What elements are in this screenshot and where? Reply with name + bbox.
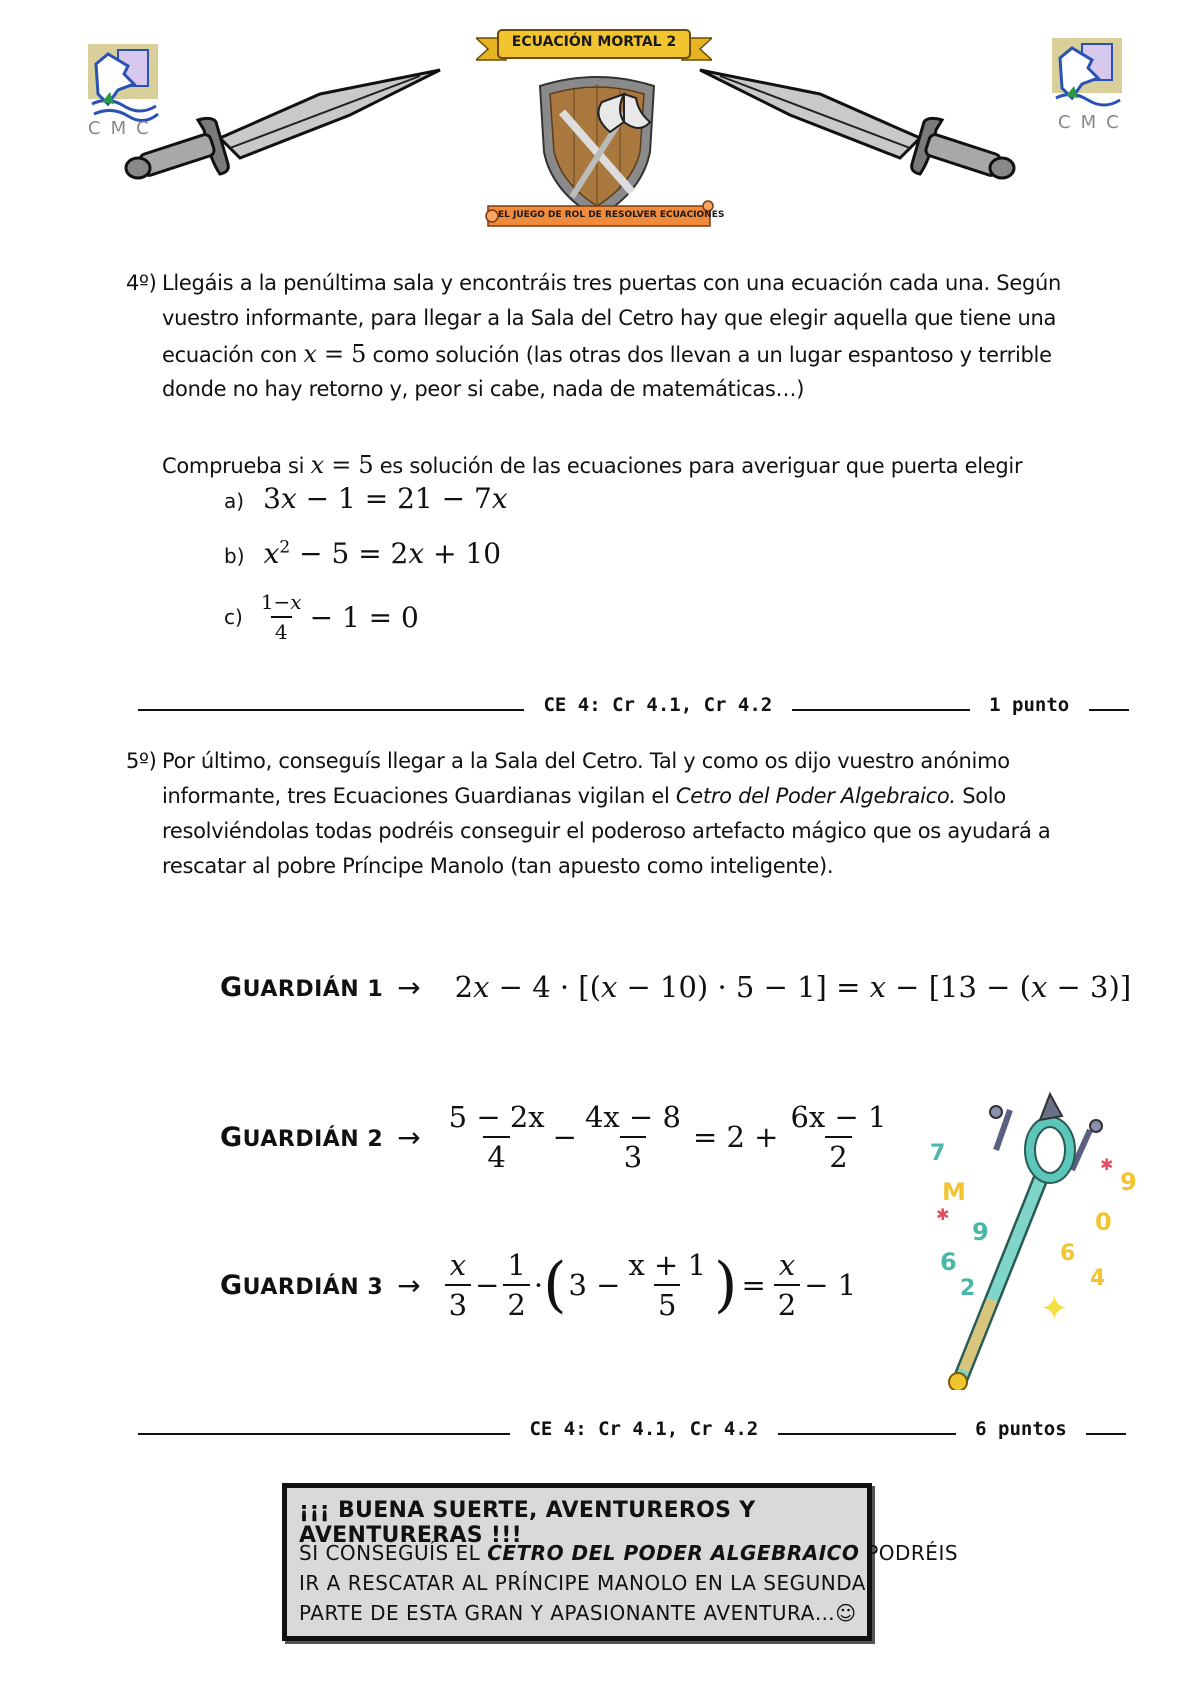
equation-item-b xyxy=(224,537,501,570)
guardian-3-equation: $\frac{x}{3}$ − $\frac{1}{2}$ · ( 3 − $\frac{x + 1}{5}$ ) = $\frac{x}{2}$ − 1 xyxy=(441,1248,857,1322)
good-luck-heading: ¡¡¡ BUENA SUERTE, AVENTUREROS Y AVENTURERAS !!! xyxy=(299,1498,756,1548)
exercise-5-line-3: resolviéndolas todas podréis conseguir el poderoso artefacto mágico que os ayudará a xyxy=(162,819,1051,843)
text-fragment: es solución de las ecuaciones para averiguar que puerta elegir xyxy=(379,454,1023,478)
guardian-1-row xyxy=(220,970,1131,1004)
blank-line xyxy=(138,1433,510,1435)
fraction-denominator: 4 xyxy=(271,616,292,644)
equation-item-c xyxy=(224,590,419,644)
banner-title-text: ECUACIÓN MORTAL 2 xyxy=(511,34,677,50)
exercise-4-line-2: vuestro informante, para llegar a la Sala del Cetro hay que elegir aquella que tiene una xyxy=(162,306,1057,330)
inline-math-x-equals-5: x = 5 xyxy=(310,451,374,479)
text-fragment: Solo xyxy=(962,784,1006,808)
guardian-label: GUARDIÁN 3 xyxy=(220,1269,384,1301)
exercise-4-line-3 xyxy=(162,337,1052,373)
scepter-icon xyxy=(900,1090,1160,1390)
svg-text:4: 4 xyxy=(1090,1266,1106,1291)
guardian-label: GUARDIÁN 2 xyxy=(220,1121,384,1153)
sword-icon xyxy=(690,60,1020,180)
svg-text:7: 7 xyxy=(930,1141,946,1166)
points-label: 1 punto xyxy=(989,694,1070,716)
svg-text:M: M xyxy=(942,1178,966,1206)
equation xyxy=(253,590,419,644)
blank-line xyxy=(778,1433,956,1435)
svg-text:6: 6 xyxy=(940,1248,957,1276)
equation: 3x − 1 = 21 − 7x xyxy=(263,482,508,515)
points-label: 6 puntos xyxy=(975,1418,1067,1440)
magic-scepter-illustration xyxy=(900,1090,1160,1394)
equation: $x^2 - 5 = 2x + 10$ xyxy=(263,537,502,570)
arrow-icon: → xyxy=(397,1268,421,1302)
fraction-numerator: 1−x xyxy=(260,590,302,614)
exercise-5-number: 5º) xyxy=(126,749,157,773)
exercise-4-instruction xyxy=(162,448,1022,484)
message-line-2: IR A RESCATAR AL PRÍNCIPE MANOLO EN LA SEGUNDA xyxy=(299,1571,866,1595)
exercise-5-line-4: rescatar al pobre Príncipe Manolo (tan apuesto como inteligente). xyxy=(162,854,834,878)
guardian-label: GUARDIÁN 1 xyxy=(220,971,384,1003)
sword-left-illustration xyxy=(120,60,450,184)
grade-blank[interactable] xyxy=(1089,709,1129,711)
inline-math-x-equals-5: x = 5 xyxy=(303,340,367,368)
svg-text:6: 6 xyxy=(1060,1241,1076,1266)
subtitle-scroll-text: EL JUEGO DE ROL DE RESOLVER ECUACIONES xyxy=(498,210,725,220)
exercise-5-line-2 xyxy=(162,779,1006,814)
svg-text:✱: ✱ xyxy=(1100,1155,1114,1174)
exercise-4-line-4: donde no hay retorno y, peor si cabe, nada de matemáticas…) xyxy=(162,377,805,401)
item-label: b) xyxy=(224,544,245,568)
message-line-1: SI CONSEGUÍS EL CETRO DEL PODER ALGEBRAICO PODRÉIS xyxy=(299,1541,959,1565)
text-fragment: ecuación con xyxy=(162,343,297,367)
guardian-2-equation: $\frac{5 - 2x}{4}$ − $\frac{4x - 8}{3}$ = 2 + $\frac{6x - 1}{2}$ xyxy=(448,1100,887,1174)
svg-text:✱: ✱ xyxy=(936,1205,950,1224)
exercise-4-number: 4º) xyxy=(126,271,157,295)
svg-text:2: 2 xyxy=(960,1276,976,1301)
equation-item-a xyxy=(224,482,508,515)
criteria-label: CE 4: Cr 4.1, Cr 4.2 xyxy=(529,1418,759,1440)
subtitle-scroll xyxy=(484,200,725,230)
guardian-1-equation: 2x − 4 · [(x − 10) · 5 − 1] = x − [13 − (x − 3)] xyxy=(454,970,1132,1004)
blank-line xyxy=(792,709,970,711)
text-fragment: Comprueba si xyxy=(162,454,305,478)
text-fragment: como solución (las otras dos llevan a un lugar espantoso y terrible xyxy=(372,343,1052,367)
grade-blank[interactable] xyxy=(1086,1433,1126,1435)
criteria-label: CE 4: Cr 4.1, Cr 4.2 xyxy=(543,694,773,716)
text-fragment: informante, tres Ecuaciones Guardianas vigilan el xyxy=(162,784,670,808)
exercise-5-line-1: Por último, conseguís llegar a la Sala del Cetro. Tal y como os dijo vuestro anónimo xyxy=(162,749,1010,773)
svg-text:0: 0 xyxy=(1095,1208,1112,1236)
item-label: a) xyxy=(224,489,245,513)
arrow-icon: → xyxy=(397,1120,421,1154)
score-line-exercise-5 xyxy=(138,1418,1126,1440)
exercise-4-line-1: Llegáis a la penúltima sala y encontráis tres puertas con una ecuación cada una. Según xyxy=(162,271,1061,295)
logo-left-caption: CMC xyxy=(88,118,159,139)
guardian-3-row xyxy=(220,1248,856,1322)
equation-rest: − 1 = 0 xyxy=(309,600,419,634)
score-line-exercise-4 xyxy=(138,694,1129,716)
sword-right-illustration xyxy=(690,60,1020,184)
item-label: c) xyxy=(224,605,243,629)
blank-line xyxy=(138,709,524,711)
svg-text:9: 9 xyxy=(972,1218,989,1246)
message-line-3: PARTE DE ESTA GRAN Y APASIONANTE AVENTURA…☺ xyxy=(299,1601,857,1625)
good-luck-message-box xyxy=(282,1483,959,1641)
text-fragment-italic: Cetro del Poder Algebraico. xyxy=(675,784,956,808)
logo-right-caption: CMC xyxy=(1058,112,1129,133)
arrow-icon: → xyxy=(397,970,421,1004)
svg-text:9: 9 xyxy=(1120,1168,1137,1196)
title-banner xyxy=(476,28,712,68)
sword-icon xyxy=(120,60,450,180)
svg-text:✦: ✦ xyxy=(1040,1289,1069,1329)
guardian-2-row xyxy=(220,1100,894,1174)
